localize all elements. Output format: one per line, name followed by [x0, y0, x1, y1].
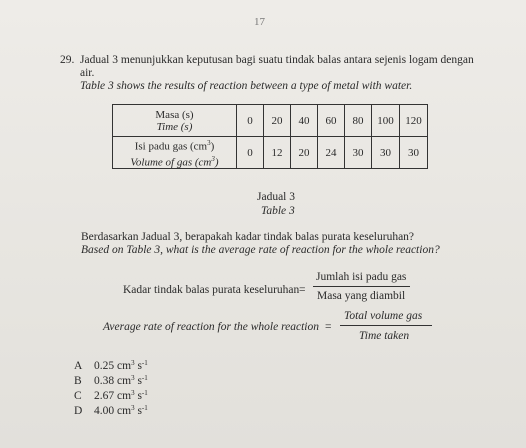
question-text-malay-continued: air.: [80, 67, 95, 79]
row-header-volume-english: Volume of gas $(cm^3)$: [130, 154, 219, 169]
formula-english-numerator: Total volume gas: [344, 310, 423, 322]
page-number: 17: [254, 16, 265, 28]
prompt-english: Based on Table 3, what is the average rate of reaction for the whole reaction?: [81, 244, 440, 256]
table-cell: 30: [345, 137, 372, 169]
table-caption-english: Table 3: [261, 205, 295, 217]
question-number: 29.: [60, 54, 75, 66]
answer-option-d[interactable]: D 4.00 $cm^3$ $s^{-1}$: [74, 404, 148, 417]
formula-malay-denominator: Masa yang diambil: [317, 290, 406, 302]
table-row-time: [113, 105, 428, 137]
table-cell: 20: [291, 137, 318, 169]
table-cell: 30: [400, 137, 428, 169]
table-cell: 40: [291, 105, 318, 137]
answer-option-c[interactable]: C 2.67 $cm^3$ $s^{-1}$: [74, 389, 148, 402]
formula-malay-equals: =: [299, 284, 306, 296]
table-cell: 0: [237, 105, 264, 137]
answer-option-b[interactable]: B 0.38 $cm^3$ $s^{-1}$: [74, 374, 148, 387]
table-cell: 100: [372, 105, 400, 137]
answer-option-a[interactable]: A 0.25 $cm^3$ $s^{-1}$: [74, 359, 148, 372]
table-cell: 80: [345, 105, 372, 137]
formula-english-equals: =: [325, 321, 332, 333]
formula-english-lhs: Average rate of reaction for the whole reaction: [103, 321, 320, 333]
formula-english-denominator: Time taken: [359, 330, 410, 342]
table-cell: 20: [264, 105, 291, 137]
row-header-volume: [113, 137, 237, 169]
question-text-malay: Jadual 3 menunjukkan keputusan bagi suatu tindak balas antara sejenis logam dengan: [80, 54, 474, 66]
row-header-time: [113, 105, 237, 137]
table-caption-malay: Jadual 3: [257, 191, 296, 203]
table-cell: 24: [318, 137, 345, 169]
formula-malay-lhs: Kadar tindak balas purata keseluruhan: [123, 284, 300, 296]
row-header-time-english: Time (s): [156, 120, 193, 133]
prompt-malay: Berdasarkan Jadual 3, berapakah kadar tindak balas purata keseluruhan?: [81, 231, 415, 243]
table-cell: 120: [400, 105, 428, 137]
formula-malay-fraction-bar: [313, 286, 410, 287]
table-cell: 12: [264, 137, 291, 169]
table-cell: 30: [372, 137, 400, 169]
row-header-time-malay: Masa (s): [155, 108, 194, 121]
question-text-english: Table 3 shows the results of reaction between a type of metal with water.: [80, 80, 413, 92]
table-cell: 0: [237, 137, 264, 169]
formula-malay-numerator: Jumlah isi padu gas: [316, 271, 407, 283]
row-header-volume-malay: Isi padu gas $(cm^3)$: [134, 139, 215, 153]
table-cell: 60: [318, 105, 345, 137]
formula-english-fraction-bar: [340, 325, 432, 326]
results-table: [112, 104, 428, 169]
table-row-volume: [113, 137, 428, 169]
